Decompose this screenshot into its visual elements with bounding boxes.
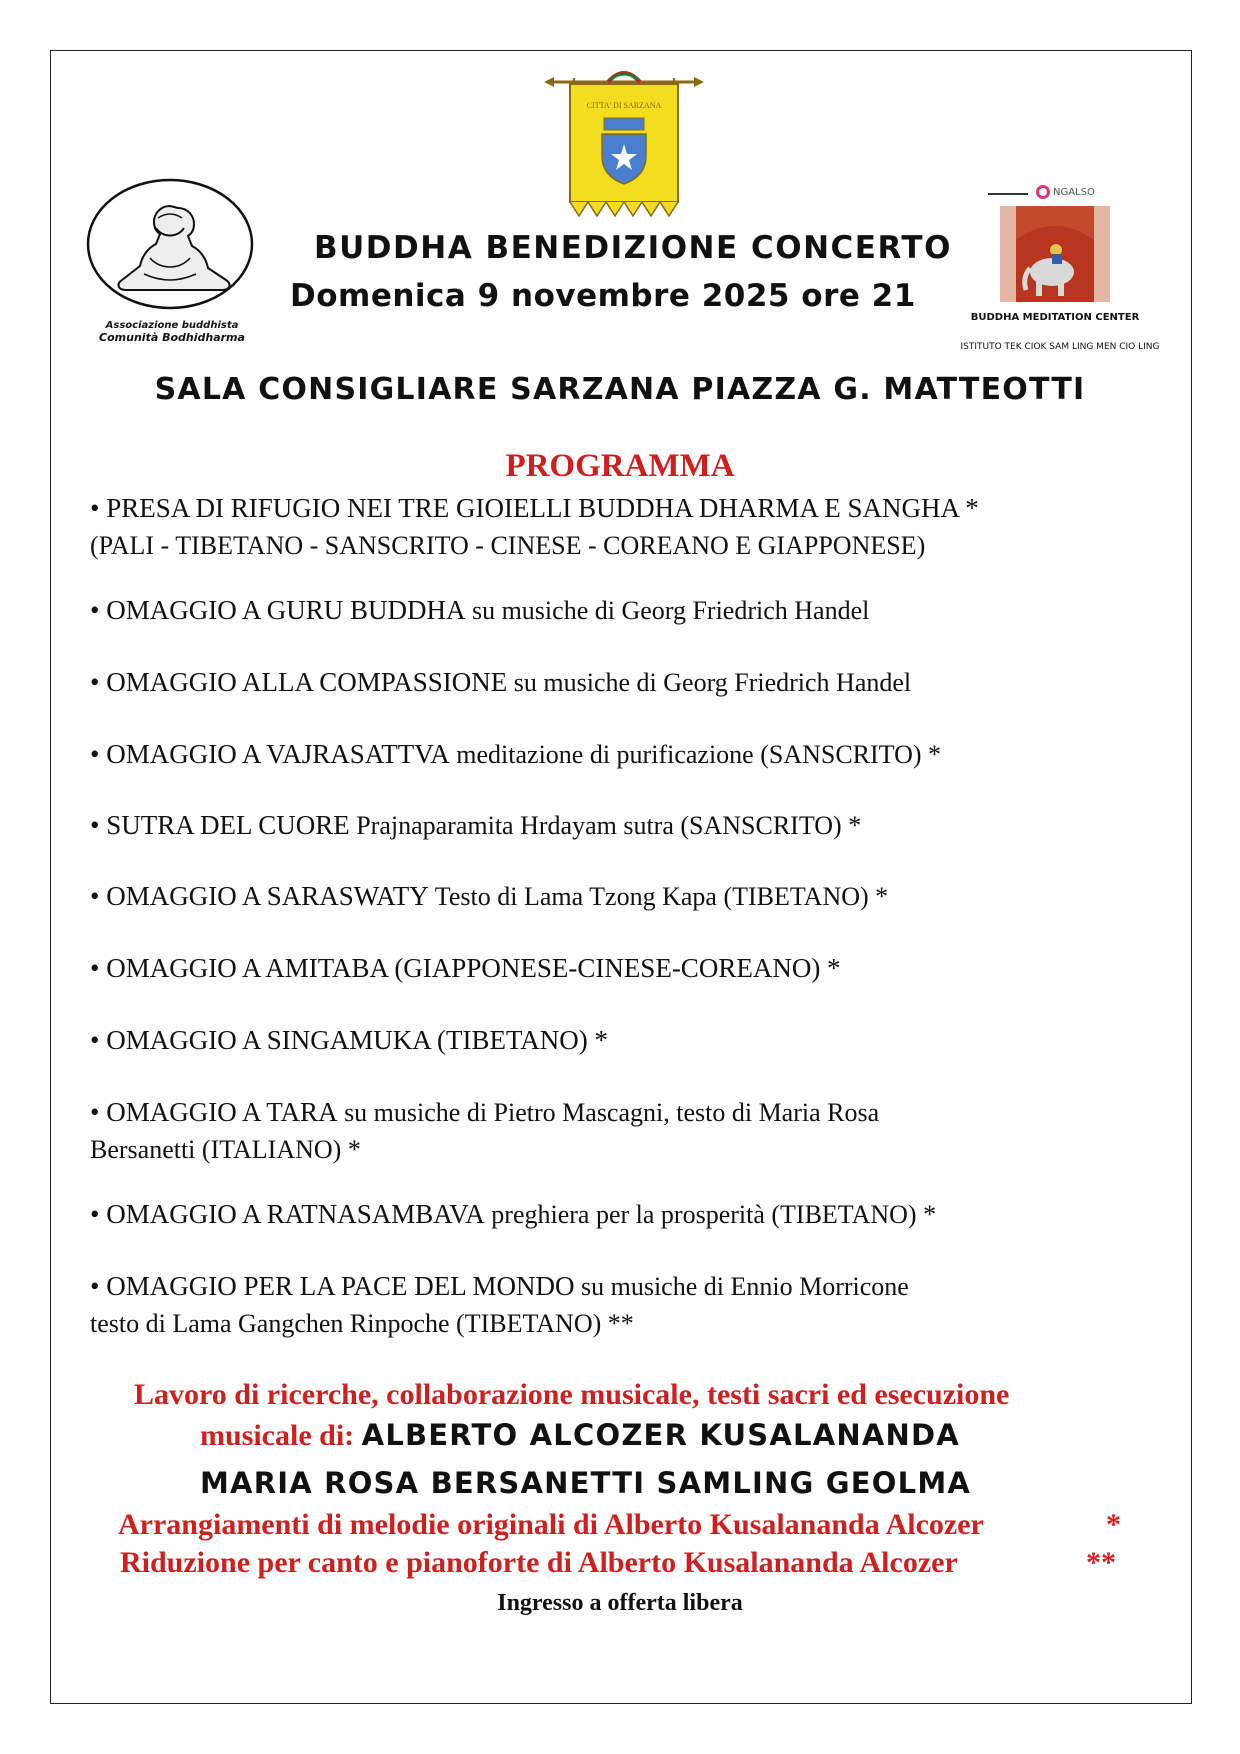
program-item: • OMAGGIO A SARASWATY Testo di Lama Tzong Kapa (TIBETANO) * [90, 881, 889, 911]
sarzana-banner-logo [544, 60, 704, 220]
program-item: • PRESA DI RIFUGIO NEI TRE GIOIELLI BUDDHA DHARMA E SANGHA * (PALI - TIBETANO - SANSCRITO - CINESE - COREANO E GIAPPONESE) [90, 493, 979, 560]
concert-venue: SALA CONSIGLIARE SARZANA PIAZZA G. MATTEOTTI [154, 372, 1086, 407]
program-heading: PROGRAMMA [505, 448, 735, 484]
center-caption-line2: ISTITUTO TEK CIOK SAM LING MEN CIO LING [960, 342, 1160, 352]
program-item: • OMAGGIO A SINGAMUKA (TIBETANO) * [90, 1025, 609, 1055]
arrangements-mark: * [1106, 1508, 1121, 1541]
center-caption-line1: BUDDHA MEDITATION CENTER [970, 312, 1140, 323]
program-item: • OMAGGIO A GURU BUDDHA su musiche di Georg Friedrich Handel [90, 595, 870, 625]
program-item: • OMAGGIO A AMITABA (GIAPPONESE-CINESE-COREANO) * [90, 953, 841, 983]
reduction-note: Riduzione per canto e pianoforte di Alberto Kusalananda Alcozer [120, 1546, 958, 1579]
arrangements-note: Arrangiamenti di melodie originali di Alberto Kusalananda Alcozer [118, 1508, 984, 1541]
credits-author2: MARIA ROSA BERSANETTI SAMLING GEOLMA [200, 1466, 972, 1500]
elephant-rider-arch-icon [1000, 206, 1110, 302]
logo-caption-line1: Associazione buddhista [105, 320, 239, 331]
concert-title: BUDDHA BENEDIZIONE CONCERTO [314, 230, 952, 266]
logo-caption-line2: Comunità Bodhidharma [99, 331, 245, 344]
credits-author1: ALBERTO ALCOZER KUSALANANDA [361, 1418, 960, 1452]
meditating-buddha-oval-icon [84, 178, 260, 318]
credits-line1: Lavoro di ricerche, collaborazione musicale, testi sacri ed esecuzione [134, 1378, 1010, 1411]
program-item: • OMAGGIO PER LA PACE DEL MONDO su musiche di Ennio Morricone testo di Lama Gangchen Rinpoche (TIBETANO) ** [90, 1271, 909, 1338]
admission-note: Ingresso a offerta libera [497, 1590, 743, 1616]
program-item: • OMAGGIO A RATNASAMBAVA preghiera per la prosperità (TIBETANO) * [90, 1199, 937, 1229]
buddha-association-logo [84, 178, 260, 348]
program-item: • OMAGGIO ALLA COMPASSIONE su musiche di Georg Friedrich Handel [90, 667, 912, 697]
city-banner-icon [544, 60, 704, 220]
concert-date: Domenica 9 novembre 2025 ore 21 [290, 278, 916, 314]
reduction-mark: ** [1086, 1546, 1116, 1579]
credits-line2-lead: musicale di: [200, 1419, 362, 1452]
banner-text: CITTA' DI SARZANA [586, 101, 662, 110]
program-item: • OMAGGIO A VAJRASATTVA meditazione di purificazione (SANSCRITO) * [90, 739, 942, 769]
program-item: • SUTRA DEL CUORE Prajnaparamita Hrdayam sutra (SANSCRITO) * [90, 810, 862, 840]
ngalso-meditation-center-logo [940, 184, 1190, 354]
tibetan-script-mark [988, 184, 1028, 195]
ngalso-rainbow-icon [1036, 185, 1050, 199]
ngalso-brand: NGALSO [1053, 187, 1095, 198]
credits-line2 [200, 1418, 960, 1453]
program-item: • OMAGGIO A TARA su musiche di Pietro Mascagni, testo di Maria Rosa Bersanetti (ITALIANO) * [90, 1097, 880, 1164]
